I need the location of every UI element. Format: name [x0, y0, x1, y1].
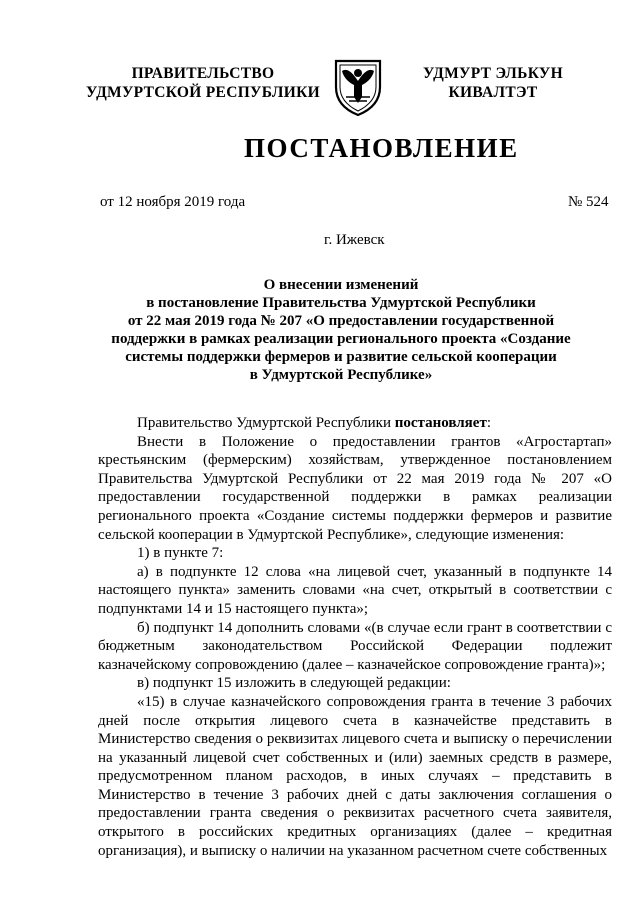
document-number: № 524 — [568, 194, 609, 210]
document-date: от 12 ноября 2019 года — [100, 194, 246, 210]
document-type: ПОСТАНОВЛЕНИЕ — [244, 133, 519, 163]
org-left-line2: УДМУРТСКОЙ РЕСПУБЛИКИ — [85, 84, 320, 101]
title-line: системы поддержки фермеров и развитие сельской кооперации — [125, 349, 557, 365]
title-line: в постановление Правительства Удмуртской Республики — [146, 295, 536, 311]
org-right-line2: КИВАЛТЭТ — [448, 84, 538, 101]
document-header — [0, 64, 640, 124]
intro-paragraph — [98, 414, 612, 433]
title-line: от 22 мая 2019 года № 207 «О предоставлении государственной — [127, 313, 555, 329]
org-right-line1: УДМУРТ ЭЛЬКУН — [423, 65, 563, 82]
document-title — [100, 276, 582, 384]
body-paragraph: а) в подпункте 12 слова «на лицевой счет, указанный в подпункте 14 настоящего пункта» заменить словами «на счет, открытый в соответствии с подпунктами 14 и 15 настоящего пункта»; — [98, 563, 612, 617]
government-name-russian — [78, 64, 328, 102]
intro-bold-verb: постановляет — [394, 415, 487, 431]
intro-end: : — [486, 415, 491, 431]
document-body — [98, 414, 612, 860]
title-line: в Удмуртской Республике» — [249, 367, 433, 383]
body-paragraph: б) подпункт 14 дополнить словами «(в случае если грант в соответствии с бюджетным законодательством Российской Федерации подлежит казначейскому сопровождению (далее – казначейское сопровождение гранта)»; — [98, 619, 612, 673]
body-paragraph: «15) в случае казначейского сопровождения гранта в течение 3 рабочих дней после открытия лицевого счета в казначействе представить в Министерство сведения о реквизитах лицевого счета и выписку о перечислении на указанный лицевой счет собственных и (или) заемных средств в размере, предусмотренном планом расходов, в иных случаях – представить в Министерство в течение 3 рабочих дней с даты заключения соглашения о предоставлении гранта сведения о реквизитах расчетного счета заявителя, открытого в российских кредитных организациях (далее – кредитная организация), и выписку о наличии на указанном расчетном счете собственных — [98, 693, 612, 859]
intro-text: Правительство Удмуртской Республики — [137, 415, 395, 431]
government-name-udmurt — [408, 64, 578, 102]
body-paragraph: 1) в пункте 7: — [137, 545, 224, 562]
title-line: поддержки в рамках реализации регионального проекта «Создание — [111, 331, 571, 347]
body-paragraph: Внести в Положение о предоставлении грантов «Агростартап» крестьянским (фермерским) хозяйствам, утвержденное постановлением Правительства Удмуртской Республики от 22 мая 2019 года № 207 «О предоставлении государственной поддержки в рамках реализации регионального проекта «Создание системы поддержки фермеров и развитие сельской кооперации в Удмуртской Республике», следующие изменения: — [98, 433, 612, 543]
udmurtia-emblem-icon — [332, 57, 384, 117]
document-city: г. Ижевск — [324, 232, 385, 248]
body-paragraph: в) подпункт 15 изложить в следующей редакции: — [137, 675, 451, 692]
org-left-line1: ПРАВИТЕЛЬСТВО — [131, 65, 275, 82]
title-line: О внесении изменений — [263, 277, 419, 293]
